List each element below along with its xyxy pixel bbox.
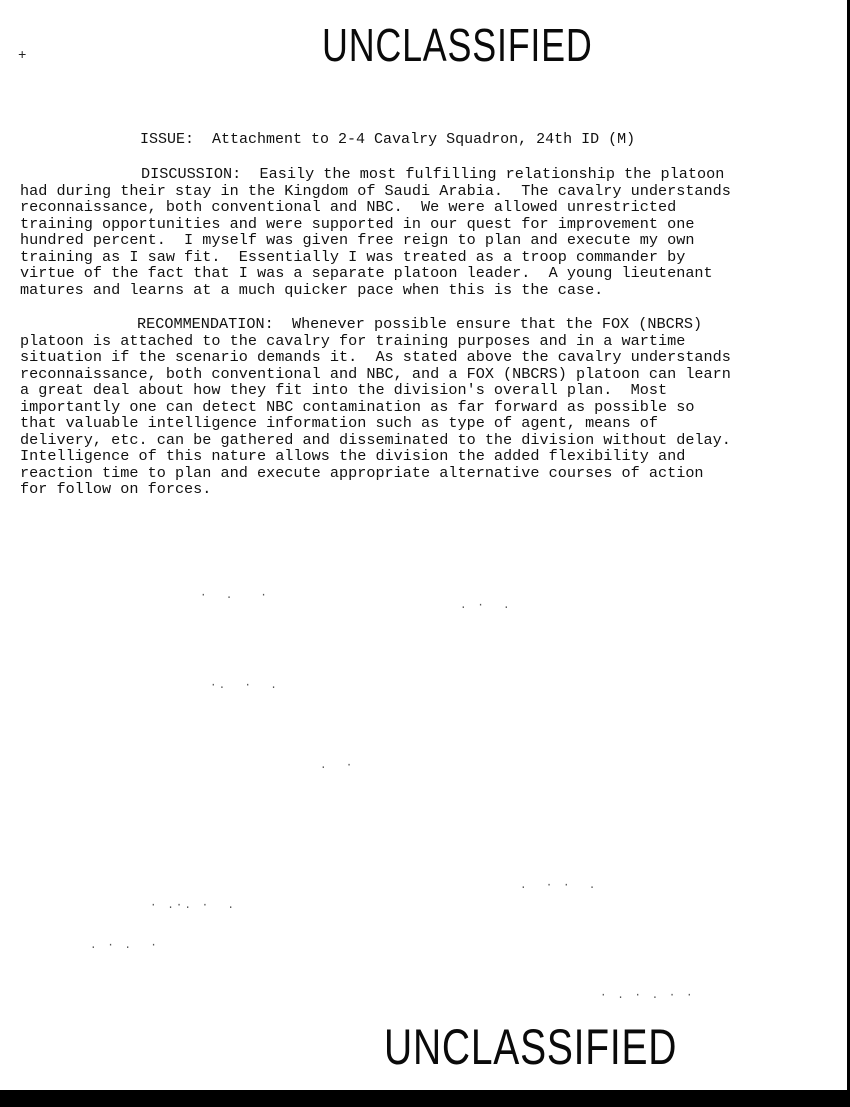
recommendation-line: situation if the scenario demands it. As stated above the cavalry understands: [20, 348, 731, 366]
recommendation-line: that valuable intelligence information such as type of agent, means of: [20, 414, 658, 432]
discussion-line: hundred percent. I myself was given free reign to plan and execute my own: [20, 231, 695, 249]
recommendation-line: delivery, etc. can be gathered and disseminated to the division without delay.: [20, 430, 731, 449]
scan-noise: ·. · .: [210, 680, 279, 692]
issue-label: ISSUE:: [140, 131, 195, 148]
registration-mark: +: [18, 48, 27, 64]
issue-text: Attachment to 2-4 Cavalry Squadron, 24th ID (M): [212, 131, 636, 148]
scan-noise: . · · .: [520, 880, 598, 892]
recommendation-paragraph: [20, 316, 820, 498]
discussion-line: matures and learns at a much quicker pace when this is the case.: [20, 280, 604, 299]
discussion-line: reconnaissance, both conventional and NBC. We were allowed unrestricted: [20, 198, 677, 216]
scan-noise: · . · . · ·: [600, 990, 695, 1002]
discussion-text: Easily the most fulfilling relationship the platoon: [259, 165, 725, 183]
discussion-line: training as I saw fit. Essentially I was treated as a troop commander by: [20, 247, 686, 266]
recommendation-text: Whenever possible ensure that the FOX (NBCRS): [291, 315, 703, 333]
recommendation-line: importantly one can detect NBC contamination as far forward as possible so: [20, 397, 695, 416]
discussion-label: DISCUSSION:: [141, 165, 242, 183]
discussion-line: had during their stay in the Kingdom of Saudi Arabia. The cavalry understands: [20, 181, 731, 200]
recommendation-line: reconnaissance, both conventional and NBC, and a FOX (NBCRS) platoon can learn: [20, 364, 731, 383]
discussion-line: [20, 166, 820, 183]
recommendation-line: for follow on forces.: [20, 480, 212, 498]
scan-noise: · .·. · .: [150, 900, 237, 912]
discussion-paragraph: [20, 166, 820, 298]
discussion-line: training opportunities and were supported in our quest for improvement one: [20, 214, 695, 233]
classification-stamp-bottom: UNCLASSIFIED: [384, 1019, 678, 1075]
recommendation-line: platoon is attached to the cavalry for training purposes and in a wartime: [20, 331, 686, 350]
scan-bottom-border: [0, 1090, 850, 1107]
recommendation-line: Intelligence of this nature allows the division the added flexibility and: [20, 447, 686, 465]
recommendation-line: a great deal about how they fit into the division's overall plan. Most: [20, 381, 668, 399]
scan-noise: . · .: [460, 600, 512, 612]
recommendation-label: RECOMMENDATION:: [137, 315, 274, 333]
recommendation-line: reaction time to plan and execute appropriate alternative courses of action: [20, 463, 704, 482]
scan-noise: . ·: [320, 760, 355, 772]
recommendation-line: [20, 316, 820, 333]
scan-noise: . · . ·: [90, 940, 159, 952]
issue-line: [140, 132, 635, 148]
discussion-line: virtue of the fact that I was a separate platoon leader. A young lieutenant: [20, 264, 713, 282]
classification-stamp-top: UNCLASSIFIED: [322, 19, 593, 71]
scan-noise: · . ·: [200, 590, 269, 602]
